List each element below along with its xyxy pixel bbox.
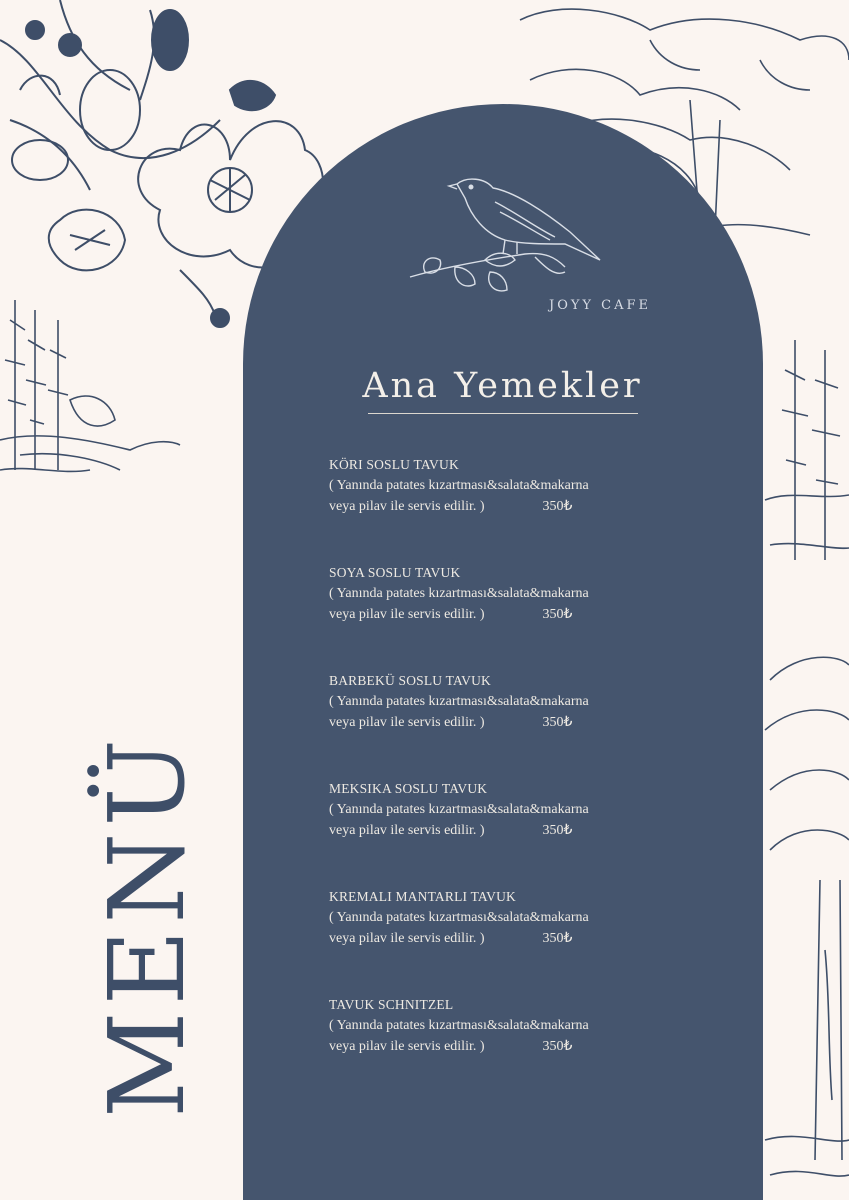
section-title: Ana Yemekler: [362, 366, 643, 406]
menu-item: [329, 779, 679, 841]
vertical-menu-title: MENÜ: [86, 732, 208, 1118]
item-price: 350₺: [542, 1039, 573, 1054]
item-description: ( Yanında patates kızartması&salata&makarna: [329, 910, 589, 925]
item-description: ( Yanında patates kızartması&salata&makarna: [329, 586, 589, 601]
item-description: ( Yanında patates kızartması&salata&makarna: [329, 1018, 589, 1033]
brand-name: JOYY CAFE: [548, 298, 651, 313]
menu-item: [329, 455, 679, 517]
item-description: ( Yanında patates kızartması&salata&makarna: [329, 694, 589, 709]
item-name: SOYA SOSLU TAVUK: [329, 565, 461, 580]
item-name: BARBEKÜ SOSLU TAVUK: [329, 673, 491, 688]
item-serving-note: veya pilav ile servis edilir. ): [329, 823, 485, 838]
item-price: 350₺: [542, 607, 573, 622]
item-price: 350₺: [542, 499, 573, 514]
item-serving-note: veya pilav ile servis edilir. ): [329, 1039, 485, 1054]
item-serving-note: veya pilav ile servis edilir. ): [329, 715, 485, 730]
menu-item: [329, 671, 679, 733]
trees-illustration: [765, 657, 849, 1176]
trees-illustration: [765, 340, 849, 560]
title-underline: [368, 413, 638, 414]
item-description-line2: [329, 820, 679, 841]
item-price: 350₺: [542, 823, 573, 838]
item-description-line2: [329, 712, 679, 733]
item-serving-note: veya pilav ile servis edilir. ): [329, 931, 485, 946]
menu-item: [329, 887, 679, 949]
item-serving-note: veya pilav ile servis edilir. ): [329, 607, 485, 622]
item-name: KREMALI MANTARLI TAVUK: [329, 889, 516, 904]
item-name: MEKSIKA SOSLU TAVUK: [329, 781, 488, 796]
item-description-line2: [329, 496, 679, 517]
bird-on-branch-illustration: [405, 172, 605, 297]
item-description-line2: [329, 928, 679, 949]
item-price: 350₺: [542, 715, 573, 730]
item-price: 350₺: [542, 931, 573, 946]
item-description-line2: [329, 1036, 679, 1057]
menu-item: [329, 563, 679, 625]
item-name: TAVUK SCHNITZEL: [329, 997, 454, 1012]
item-description: ( Yanında patates kızartması&salata&makarna: [329, 802, 589, 817]
trees-illustration: [0, 300, 180, 471]
item-description: ( Yanında patates kızartması&salata&makarna: [329, 478, 589, 493]
item-description-line2: [329, 604, 679, 625]
menu-item: [329, 995, 679, 1057]
item-name: KÖRI SOSLU TAVUK: [329, 457, 459, 472]
item-serving-note: veya pilav ile servis edilir. ): [329, 499, 485, 514]
